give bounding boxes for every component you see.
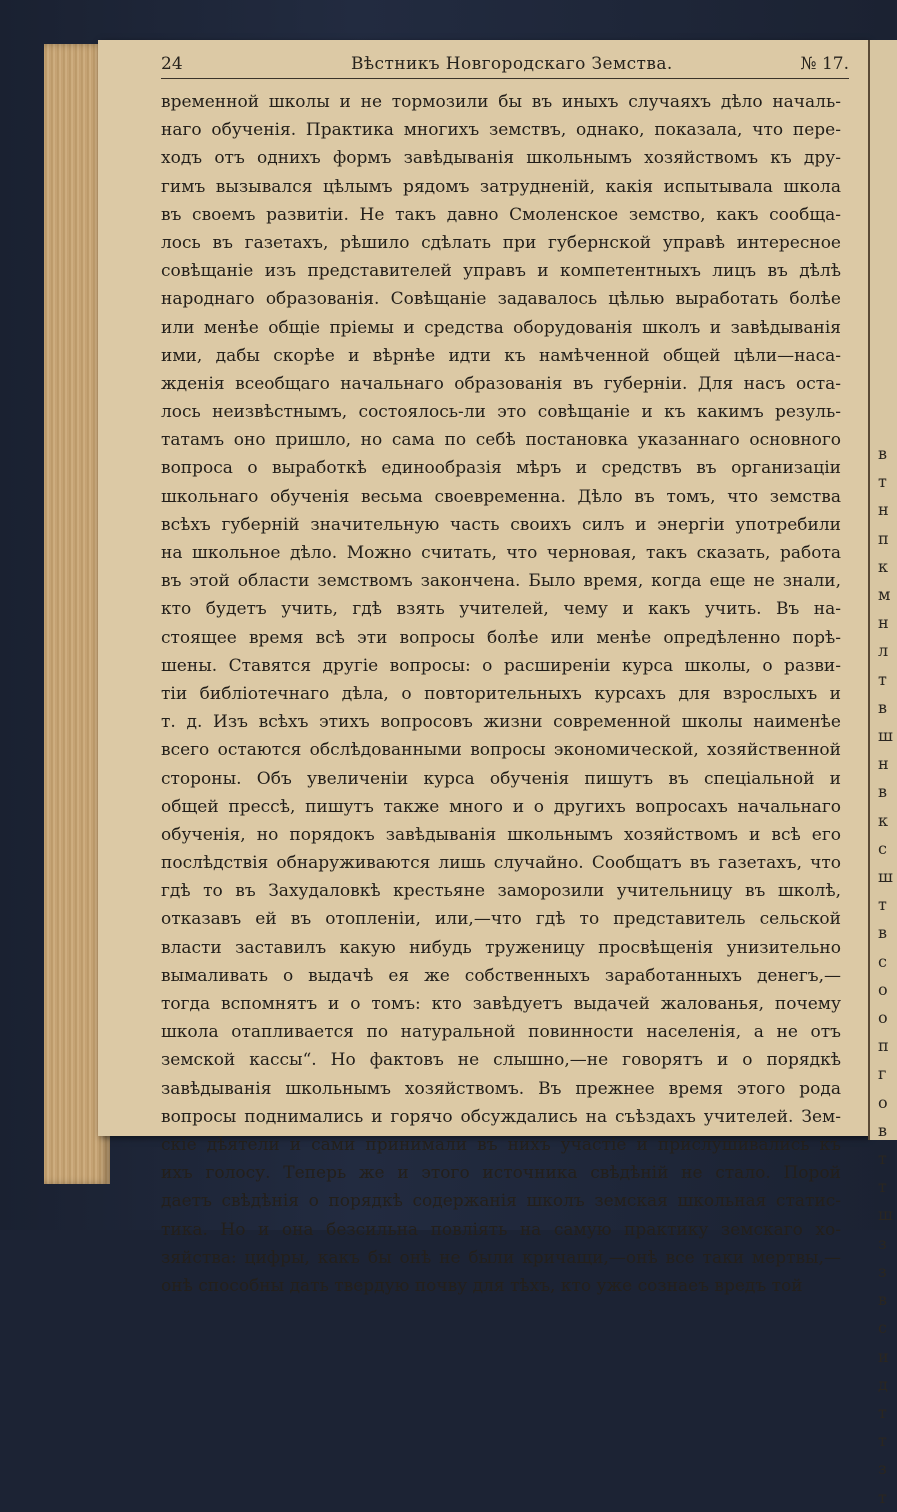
next-page-fragment: в [878, 1290, 888, 1310]
text-line: школьнаго обученія весьма своевременна. Дѣло въ томъ, что земства [161, 486, 841, 507]
text-line: или менѣе общіе пріемы и средства оборудованія школъ и завѣдыванія [161, 317, 841, 338]
next-page-fragment: в [878, 782, 888, 802]
next-page-fragment: и [878, 1346, 889, 1366]
text-line: вымаливать о выдачѣ ея же собственныхъ заработанныхъ денегъ,— [161, 965, 841, 986]
text-line: ходъ отъ однихъ формъ завѣдыванія школьнымъ хозяйствомъ къ дру- [161, 148, 841, 169]
page-number: 24 [161, 54, 183, 74]
text-line: завѣдыванія школьнымъ хозяйствомъ. Въ прежнее время этого рода [161, 1078, 841, 1099]
text-line: стороны. Объ увеличеніи курса обученія пишутъ въ спеціальной и [161, 768, 841, 789]
next-page-fragment: с [878, 838, 887, 858]
journal-title: Вѣстникъ Новгородскаго Земства. [351, 54, 673, 74]
text-line: въ своемъ развитіи. Не такъ давно Смоленское земство, какъ сообща- [161, 204, 841, 225]
next-page-edge [868, 40, 897, 1507]
next-page-fragment: п [878, 1036, 889, 1056]
text-line: гдѣ то въ Захудаловкѣ крестьяне заморозили учительницу въ школѣ, [161, 881, 841, 902]
text-line: лось въ газетахъ, рѣшило сдѣлать при губернской управѣ интересное [161, 232, 841, 253]
next-page-fragment: т [878, 669, 887, 689]
next-page-fragment: з [878, 1261, 887, 1281]
text-line: тогда вспомнятъ и о томъ: кто завѣдуетъ выдачей жалованья, почему [161, 994, 841, 1014]
text-line: всѣхъ губерній значительную часть своихъ силъ и энергіи употребили [161, 514, 841, 535]
next-page-fragment: п [878, 528, 889, 548]
text-line: даетъ свѣдѣнія о порядкѣ содержанія школъ земская школьная статис- [161, 1191, 841, 1212]
next-page-fragment: в [878, 697, 888, 717]
next-page-fragment: т [878, 1487, 887, 1507]
next-page-fragment: к [878, 810, 888, 830]
text-line: общей прессѣ, пишутъ также много и о другихъ вопросахъ начальнаго [161, 796, 841, 817]
next-page-fragment: т [878, 1149, 887, 1169]
next-page-fragment: л [878, 641, 889, 661]
next-page-fragment: ш [878, 1205, 893, 1225]
next-page-fragment: в [878, 1120, 888, 1140]
running-header [161, 54, 849, 78]
next-page-fragment: т [878, 1402, 887, 1422]
next-page-fragment: т [878, 1431, 887, 1451]
text-line: совѣщаніе изъ представителей управъ и компетентныхъ лицъ въ дѣлѣ [161, 261, 841, 282]
text-line: обученія, но порядокъ завѣдыванія школьнымъ хозяйствомъ и всѣ его [161, 824, 841, 845]
text-line: земской кассы“. Но фактовъ не слышно,—не говорятъ и о порядкѣ [161, 1050, 841, 1071]
body-text [161, 88, 841, 1300]
text-line: тіи библіотечнаго дѣла, о повторительныхъ курсахъ для взрослыхъ и [161, 683, 841, 704]
text-line: вопросы поднимались и горячо обсуждались на съѣздахъ учителей. Зем- [161, 1106, 841, 1127]
text-line: въ этой области земствомъ закончена. Было время, когда еще не знали, [161, 571, 841, 592]
next-page-fragment: т [878, 895, 887, 915]
next-page-fragment: о [878, 1092, 888, 1112]
text-line: временной школы и не тормозили бы въ иныхъ случаяхъ дѣло началь- [161, 92, 841, 112]
text-line: скіе дѣятели и сами принимали въ нихъ участіе и прислушивались къ [161, 1134, 841, 1155]
text-line: отказавъ ей въ отопленіи, или,—что гдѣ то представитель сельской [161, 909, 841, 930]
text-line: послѣдствія обнаруживаются лишь случайно. Сообщатъ въ газетахъ, что [161, 853, 841, 874]
text-line: народнаго образованія. Совѣщаніе задавалось цѣлью выработать болѣе [161, 289, 841, 310]
next-page-fragment: в [878, 923, 888, 943]
header-rule [161, 78, 849, 79]
next-page-fragment: о [878, 1008, 888, 1028]
next-page-fragment: н [878, 500, 889, 520]
text-line: наго обученія. Практика многихъ земствъ, однако, показала, что пере- [161, 120, 841, 141]
text-line: ихъ голосу. Теперь же и этого источника свѣдѣній не стало. Порой [161, 1163, 841, 1184]
text-line: жденія всеобщаго начальнаго образованія въ губерніи. Для насъ оста- [161, 373, 841, 394]
text-line: тика. Но и она безсильна повліять на самую практику земскаго хо- [161, 1219, 841, 1240]
next-page-fragment: ш [878, 867, 893, 887]
text-line: зяйства: цифры, какъ бы онѣ не были кричащи,—онѣ все таки мертвы,— [161, 1247, 841, 1268]
next-page-fragment: в [878, 444, 888, 463]
next-page-fragment: с [878, 951, 887, 971]
text-line: стоящее время всѣ эти вопросы болѣе или менѣе опредѣленно порѣ- [161, 627, 841, 648]
next-page-fragment: т [878, 472, 887, 492]
next-page-fragment: н [878, 613, 889, 633]
next-page-fragment: к [878, 556, 888, 576]
next-page-fragment: м [878, 585, 891, 605]
text-line: онѣ способны дать твердую почву для тѣхъ, кто уже сознаеъ вредъ той [161, 1275, 803, 1296]
next-page-fragment: н [878, 754, 889, 774]
text-line: школа отапливается по натуральной повинности населенія, а не отъ [161, 1022, 841, 1043]
text-line: гимъ вызывался цѣлымъ рядомъ затрудненій, какія испытывала школа [161, 176, 841, 197]
next-page-fragment: д [878, 1374, 888, 1394]
text-line: вопроса о выработкѣ единообразія мѣръ и средствъ въ организаціи [161, 458, 841, 479]
next-page-fragment: т [878, 1177, 887, 1197]
text-line: всего остаются обслѣдованными вопросы экономической, хозяйственной [161, 740, 841, 761]
text-line: ими, дабы скорѣе и вѣрнѣе идти къ намѣченной общей цѣли—наса- [161, 345, 841, 366]
next-page-fragment: з [878, 1459, 887, 1479]
issue-number: № 17. [800, 54, 849, 74]
next-page-fragment: ш [878, 726, 893, 746]
text-line: власти заставилъ какую нибудь труженицу просвѣщенія унизительно [161, 937, 841, 958]
text-line: на школьное дѣло. Можно считать, что черновая, такъ сказать, работа [161, 543, 841, 563]
text-line: шены. Ставятся другіе вопросы: о расширеніи курса школы, о разви- [161, 655, 841, 676]
text-line: лось неизвѣстнымъ, состоялось-ли это совѣщаніе и къ какимъ резуль- [161, 402, 841, 423]
next-page-fragment: з [878, 1233, 887, 1253]
next-page-fragment: о [878, 979, 888, 999]
text-line: кто будетъ учить, гдѣ взять учителей, чему и какъ учить. Въ на- [161, 599, 841, 620]
next-page-fragment: г [878, 1064, 887, 1084]
next-page-fragment: с [878, 1318, 887, 1338]
text-line: татамъ оно пришло, но сама по себѣ постановка указаннаго основного [161, 430, 841, 451]
text-line: т. д. Изъ всѣхъ этихъ вопросовъ жизни современной школы наименѣе [161, 712, 841, 733]
